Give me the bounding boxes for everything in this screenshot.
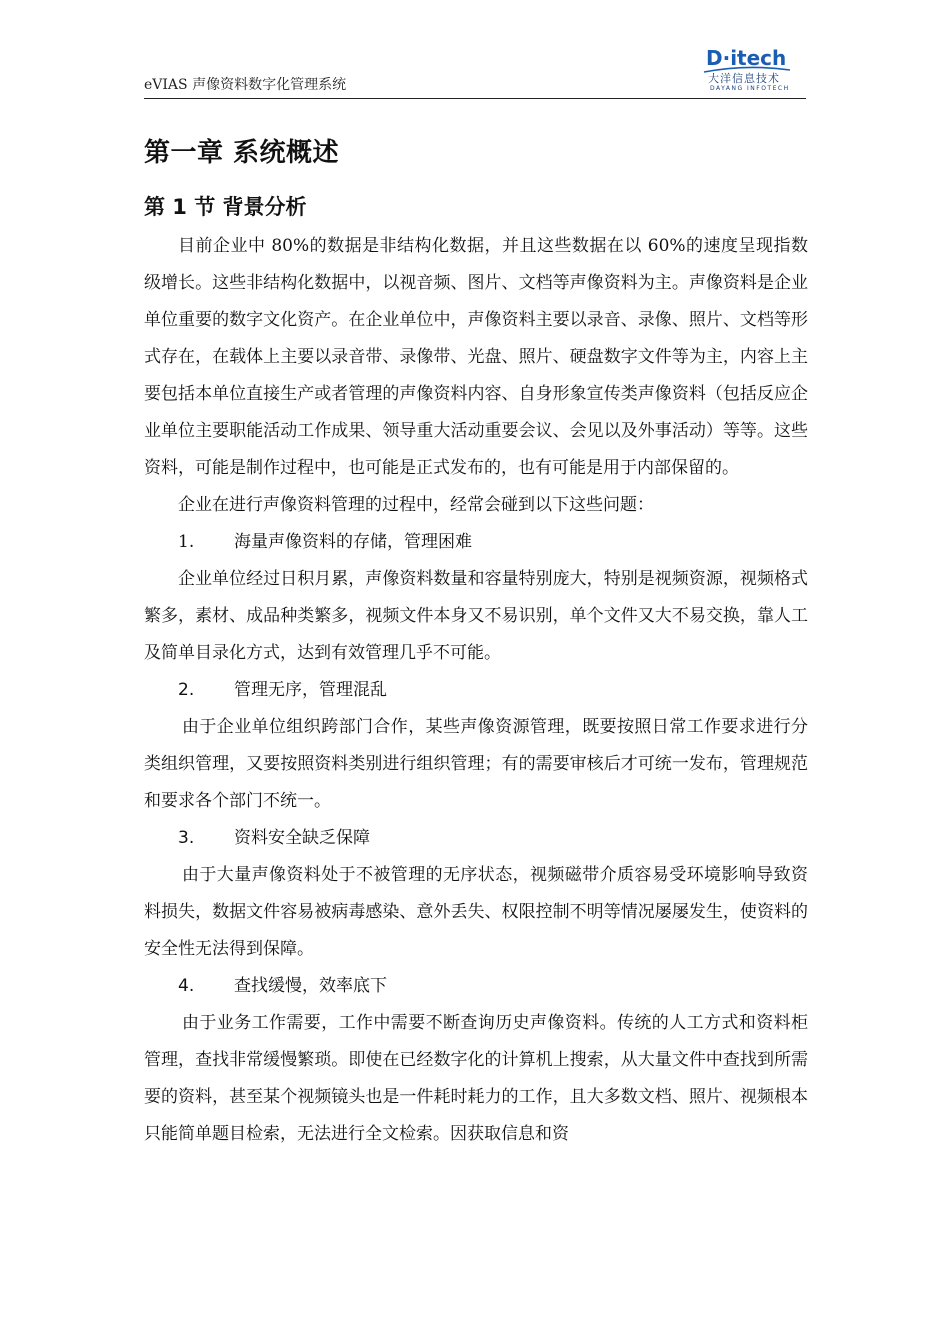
dayang-logo [702, 44, 792, 96]
document-body [144, 130, 808, 1153]
list-text: 管理无序，管理混乱 [234, 680, 387, 700]
section-title: 第 1 节 背景分析 [144, 195, 307, 219]
paragraph-storage: 企业单位经过日积月累，声像资料数量和容量特别庞大，特别是视频资源，视频格式繁多，素材、成品种类繁多，视频文件本身又不易识别，单个文件又大不易交换，靠人工及简单目录化方式，达到有效管理几乎不可能。 [144, 569, 808, 663]
header-title: eVIAS 声像资料数字化管理系统 [144, 77, 347, 93]
paragraph-intro: 目前企业中 80%的数据是非结构化数据，并且这些数据在以 60%的速度呈现指数级增长。这些非结构化数据中，以视音频、图片、文档等声像资料为主。声像资料是企业单位重要的数字文化资产。在企业单位中，声像资料主要以录音、录像、照片、文档等形式存在，在载体上主要以录音带、录像带、光盘、照片、硬盘数字文件等为主，内容上主要包括本单位直接生产或者管理的声像资料内容、自身形象宣传类声像资料（包括反应企业单位主要职能活动工作成果、领导重大活动重要会议、会见以及外事活动）等等。这些资料，可能是制作过程中，也可能是正式发布的，也有可能是用于内部保留的。 [144, 236, 808, 478]
list-text: 资料安全缺乏保障 [234, 828, 370, 848]
list-item-3 [144, 820, 808, 857]
list-text: 海量声像资料的存储，管理困难 [234, 532, 472, 552]
list-number: 4. [178, 976, 195, 996]
list-number: 3. [178, 828, 195, 848]
paragraph-management: 由于企业单位组织跨部门合作，某些声像资源管理，既要按照日常工作要求进行分类组织管理，又要按照资料类别进行组织管理；有的需要审核后才可统一发布，管理规范和要求各个部门不统一。 [144, 717, 808, 811]
list-item-4 [144, 968, 808, 1005]
list-number: 1. [178, 532, 195, 552]
paragraph-search: 由于业务工作需要，工作中需要不断查询历史声像资料。传统的人工方式和资料柜管理，查找非常缓慢繁琐。即使在已经数字化的计算机上搜索，从大量文件中查找到所需要的资料，甚至某个视频镜头也是一件耗时耗力的工作，且大多数文档、照片、视频根本只能简单题目检索，无法进行全文检索。因获取信息和资 [144, 1013, 808, 1144]
list-text: 查找缓慢，效率底下 [234, 976, 387, 996]
logo-wordmark: D·itech [706, 46, 787, 70]
paragraph-problems-lead: 企业在进行声像资料管理的过程中，经常会碰到以下这些问题： [178, 495, 654, 515]
logo-english-name: DAYANG INFOTECH [710, 85, 790, 92]
list-item-2 [144, 672, 808, 709]
list-item-1 [144, 524, 808, 561]
list-number: 2. [178, 680, 195, 700]
chapter-title: 第一章 系统概述 [144, 138, 340, 168]
page-header [144, 40, 806, 99]
paragraph-security: 由于大量声像资料处于不被管理的无序状态，视频磁带介质容易受环境影响导致资料损失，数据文件容易被病毒感染、意外丢失、权限控制不明等情况屡屡发生，使资料的安全性无法得到保障。 [144, 865, 808, 959]
logo-chinese-name: 大洋信息技术 [708, 72, 780, 85]
